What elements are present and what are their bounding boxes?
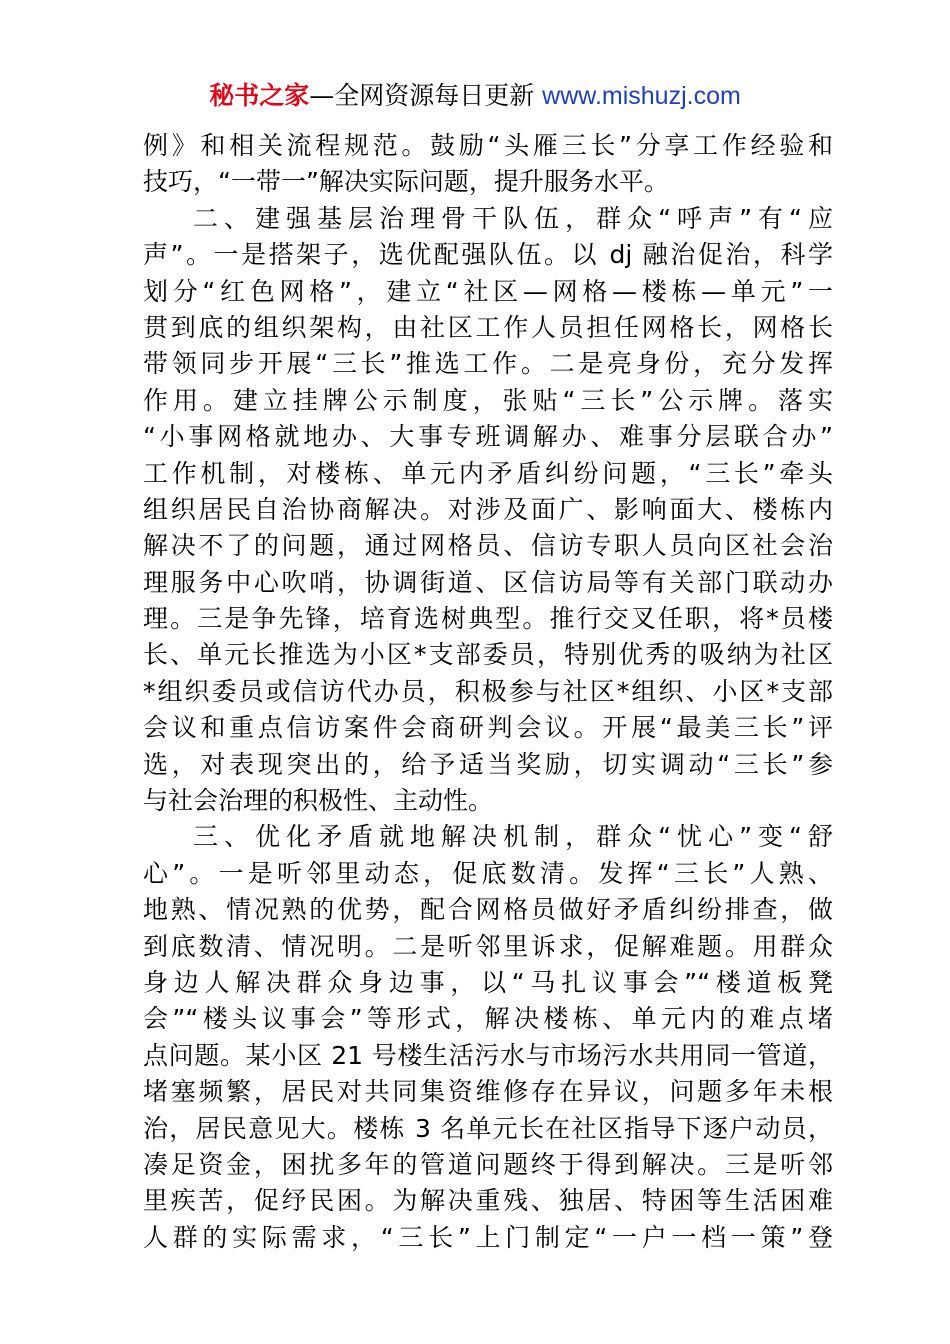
site-tagline: —全网资源每日更新 — [309, 81, 543, 110]
text-line: 工作机制，对楼栋、单元内矛盾纠纷问题，“三长”牵头 — [143, 458, 833, 488]
text-line: 解决不了的问题，通过网格员、信访专职人员向区社会治 — [143, 531, 833, 561]
text-line: 选，对表现突出的，给予适当奖励，切实调动“三长”参 — [143, 749, 833, 779]
section-heading-line: 二、建强基层治理骨干队伍，群众“呼声”有“应 — [193, 203, 833, 233]
site-header — [0, 80, 950, 112]
text-line: 带领同步开展“三长”推选工作。二是亮身份，充分发挥 — [143, 349, 833, 379]
text-line: 会议和重点信访案件会商研判会议。开展“最美三长”评 — [143, 713, 833, 743]
text-line: 心”。一是听邻里动态，促底数清。发挥“三长”人熟、 — [143, 858, 833, 888]
text-line: 例》和相关流程规范。鼓励“头雁三长”分享工作经验和 — [143, 131, 833, 160]
text-line: 会”“楼头议事会”等形式，解决楼栋、单元内的难点堵 — [143, 1004, 833, 1034]
text-line: 人群的实际需求，“三长”上门制定“一户一档一策”登 — [143, 1222, 833, 1252]
text-line: 理服务中心吹哨，协调街道、区信访局等有关部门联动办 — [143, 567, 833, 597]
text-line: 组织居民自治协商解决。对涉及面广、影响面大、楼栋内 — [143, 494, 833, 524]
text-line: 划分“红色网格”，建立“社区—网格—楼栋—单元”一 — [143, 276, 833, 306]
text-line: 凑足资金，困扰多年的管道问题终于得到解决。三是听邻 — [143, 1149, 833, 1179]
text-line: 理。三是争先锋，培育选树典型。推行交叉任职，将*员楼 — [143, 604, 833, 634]
text-line: 治，居民意见大。楼栋 3 名单元长在社区指导下逐户动员， — [143, 1113, 833, 1143]
text-line: 到底数清、情况明。二是听邻里诉求，促解难题。用群众 — [143, 931, 833, 961]
text-line: 声”。一是搭架子，选优配强队伍。以 dj 融治促治，科学 — [143, 240, 833, 270]
site-url-link[interactable]: www.mishuzj.com — [542, 82, 741, 110]
text-line: 地熟、情况熟的优势，配合网格员做好矛盾纠纷排查，做 — [143, 895, 833, 925]
text-line: *组织委员或信访代办员，积极参与社区*组织、小区*支部 — [143, 676, 833, 706]
text-line: 身边人解决群众身边事，以“马扎议事会”“楼道板凳 — [143, 967, 833, 997]
text-line: 贯到底的组织架构，由社区工作人员担任网格长，网格长 — [143, 312, 833, 342]
text-line: 与社会治理的积极性、主动性。 — [143, 786, 494, 816]
document-body — [143, 128, 833, 1256]
text-line: 长、单元长推选为小区*支部委员，特别优秀的吸纳为社区 — [143, 640, 833, 670]
text-line: “小事网格就地办、大事专班调解办、难事分层联合办” — [143, 422, 833, 452]
site-brand: 秘书之家 — [209, 81, 310, 110]
text-line: 堵塞频繁，居民对共同集资维修存在异议，问题多年未根 — [143, 1077, 833, 1107]
text-line: 里疾苦，促纾民困。为解决重残、独居、特困等生活困难 — [143, 1186, 833, 1216]
text-line: 作用。建立挂牌公示制度，张贴“三长”公示牌。落实 — [143, 385, 833, 415]
section-heading-line: 三、优化矛盾就地解决机制，群众“忧心”变“舒 — [193, 822, 833, 852]
text-line: 技巧，“一带一”解决实际问题，提升服务水平。 — [143, 167, 669, 197]
text-line: 点问题。某小区 21 号楼生活污水与市场污水共用同一管道， — [143, 1040, 833, 1070]
